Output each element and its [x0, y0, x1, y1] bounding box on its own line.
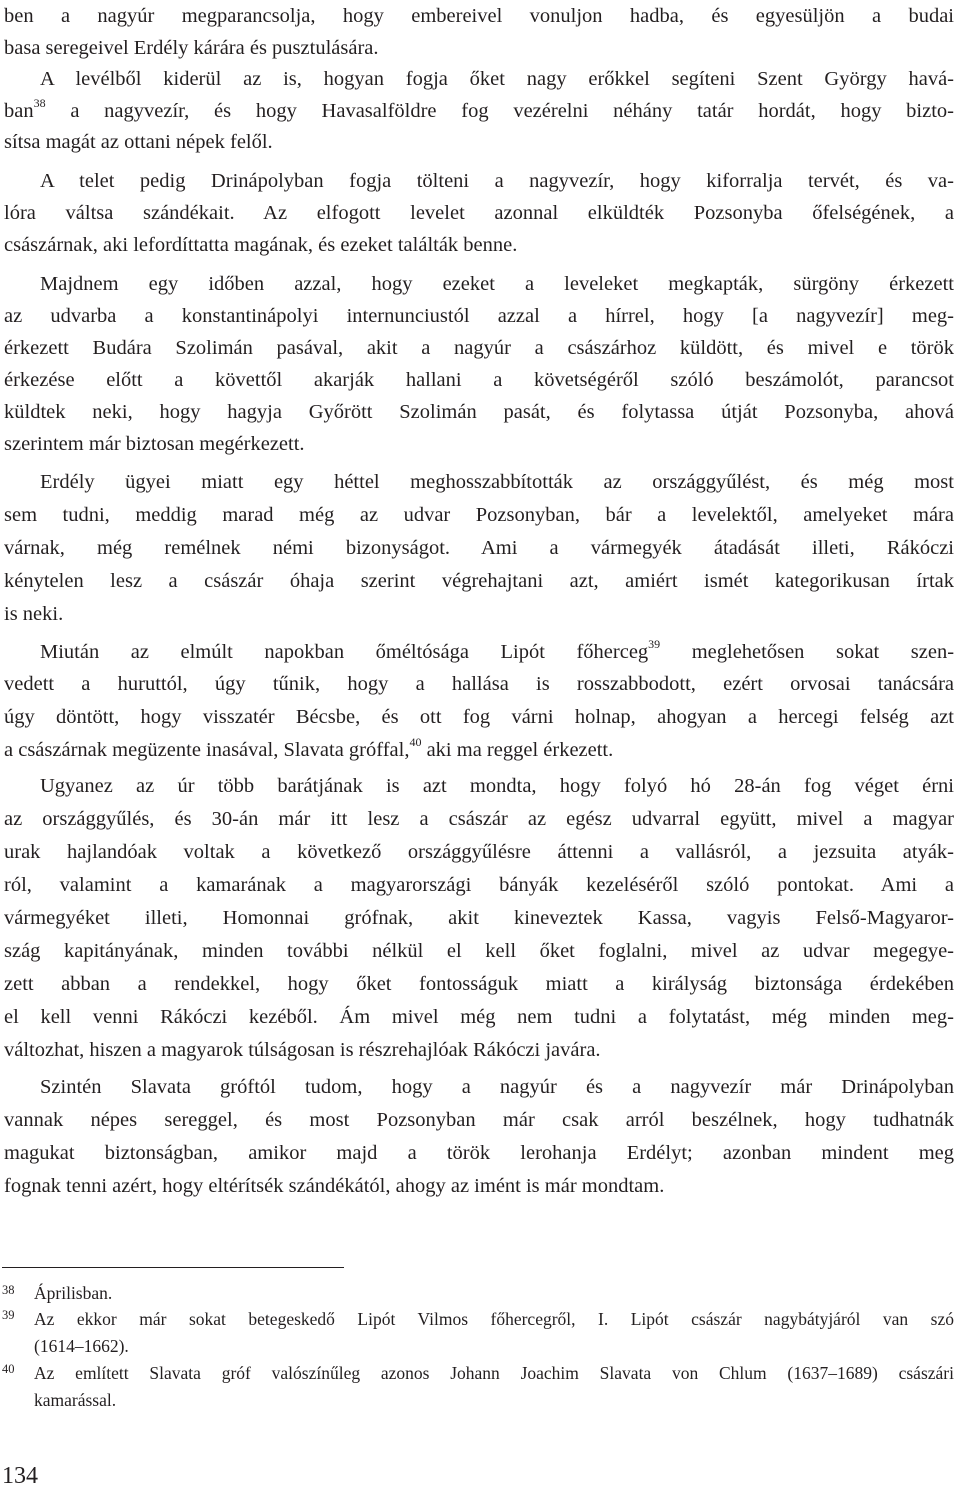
text-fragment: a nagyvezír, és hogy Havasalföldre fog vezérelni néhány tatár hordát, hogy bizto- — [70, 100, 955, 122]
text-line: változhat, hiszen a magyarok túlságosan is részrehajlóak Rákóczi javára. — [4, 1039, 601, 1061]
footnote-text: Az ekkor már sokat betegeskedő Lipót Vilmos főhercegről, I. Lipót császár nagybátyjáról van szó — [34, 1309, 954, 1329]
paragraph-start-line: Erdély ügyei miatt egy héttel meghosszabbították az országgyűlést, és még most — [40, 471, 954, 493]
footnote-ref: 39 — [648, 637, 661, 652]
text-fragment: ban — [4, 100, 34, 122]
text-line: magukat biztonságban, amikor majd a török lerohanja Erdélyt; azonban mindent meg — [4, 1142, 954, 1164]
footnote-ref: 40 — [409, 735, 422, 750]
text-line — [4, 95, 954, 127]
text-line: zett abban a rendekkel, hogy őket fontosságuk miatt a királyság biztonsága érdekében — [4, 973, 954, 995]
text-line: vármegyéket illeti, Homonnai grófnak, akit kineveztek Kassa, vagyis Felső-Magyaror- — [4, 907, 954, 929]
text-line: érkezése előtt a követtől akarják hallani a követségéről szóló beszámolót, parancsot — [4, 369, 954, 391]
footnote-number: 40 — [2, 1362, 15, 1376]
text-line: az udvarba a konstantinápolyi internunciustól azzal a hírrel, hogy [a nagyvezír] meg- — [4, 305, 954, 327]
text-line: sem tudni, meddig marad még az udvar Pozsonyban, bár a levelektől, amelyeket mára — [4, 504, 954, 526]
footnote-text: Áprilisban. — [34, 1283, 113, 1303]
text-line: fognak tenni azért, hogy eltérítsék szándékától, ahogy az imént is már mondtam. — [4, 1175, 665, 1197]
paragraph-start-line: Szintén Slavata gróftól tudom, hogy a nagyúr és a nagyvezír már Drinápolyban — [40, 1076, 954, 1098]
paragraph-start-line: Ugyanez az úr több barátjának is azt mondta, hogy folyó hó 28-án fog véget érni — [40, 775, 954, 797]
text-line: úgy döntött, hogy visszatér Bécsbe, és ott fog várni holnap, ahogyan a hercegi felség azt — [4, 706, 954, 728]
text-line: vannak népes sereggel, és most Pozsonyban már csak arról beszélnek, hogy tudhatnák — [4, 1109, 954, 1131]
text-line: is neki. — [4, 603, 64, 625]
text-fragment: aki ma reggel érkezett. — [426, 739, 614, 761]
text-fragment: Miután az elmúlt napokban őméltósága Lipót főherceg — [40, 641, 649, 663]
text-line: szág kapitányának, minden további nélkül el kell őket foglalni, mivel az udvar megegye- — [4, 940, 954, 962]
page-number: 134 — [2, 1463, 38, 1489]
paragraph-start-line: Majdnem egy időben azzal, hogy ezeket a leveleket megkapták, sürgöny érkezett — [40, 273, 954, 295]
text-fragment: meglehetősen sokat szen- — [691, 641, 955, 663]
text-line: el kell venni Rákóczi kezéből. Ám mivel még nem tudni a folytatást, még minden meg- — [4, 1006, 954, 1028]
text-line: császárnak, aki lefordíttatta magának, és ezeket találták benne. — [4, 234, 518, 256]
paragraph-start-line: A telet pedig Drinápolyban fogja tölteni a nagyvezír, hogy kiforralja tervét, és va- — [40, 170, 954, 192]
text-line: az országgyűlés, és 30-án már itt lesz a császár az egész udvarral együtt, mivel a magyar — [4, 808, 954, 830]
footnote-separator — [2, 1267, 344, 1268]
footnote-ref: 38 — [33, 96, 46, 111]
text-line: ben a nagyúr megparancsolja, hogy embereivel vonuljon hadba, és egyesüljön a budai — [4, 5, 954, 27]
text-line — [4, 734, 954, 766]
text-line: szerintem már biztosan megérkezett. — [4, 433, 305, 455]
text-line: vedett a huruttól, úgy tűnik, hogy a hallása is rosszabbodott, ezért orvosai tanácsára — [4, 673, 954, 695]
footnote-text: (1614–1662). — [34, 1336, 129, 1356]
text-line: lóra váltsa szándékait. Az elfogott levelet azonnal elküldték Pozsonyba őfelségének, a — [4, 202, 954, 224]
text-line: küldtek neki, hogy hagyja Győrött Szolimán pasát, és folytassa útját Pozsonyba, ahová — [4, 401, 954, 423]
text-line: várnak, még remélnek némi bizonyságot. Ami a vármegyék átadását illeti, Rákóczi — [4, 537, 954, 559]
text-line: urak hajlandóak voltak a következő országgyűlésre áttenni a vallásról, a jezsuita atyák- — [4, 841, 954, 863]
text-fragment: a császárnak megüzente inasával, Slavata gróffal, — [4, 739, 410, 761]
footnote-text: Az említett Slavata gróf valószínűleg azonos Johann Joachim Slavata von Chlum (1637–1689) császári — [34, 1363, 954, 1383]
paragraph-start-line: A levélből kiderül az is, hogyan fogja őket nagy erőkkel segíteni Szent György havá- — [40, 68, 954, 90]
footnote-number: 39 — [2, 1308, 15, 1322]
text-line: érkezett Budára Szolimán pasával, akit a nagyúr a császárhoz küldött, és mivel e török — [4, 337, 954, 359]
footnote-text: kamarással. — [34, 1390, 117, 1410]
text-line: kénytelen lesz a császár óhaja szerint végrehajtani azt, amiért ismét kategorikusan írtak — [4, 570, 954, 592]
text-line: sítsa magát az ottani népek felől. — [4, 131, 273, 153]
footnote-number: 38 — [2, 1283, 15, 1297]
paragraph-start-line — [40, 636, 954, 668]
text-line: basa seregeivel Erdély kárára és pusztulására. — [4, 37, 379, 59]
text-line: ról, valamint a kamarának a magyarországi bányák kezeléséről szóló pontokat. Ami a — [4, 874, 954, 896]
